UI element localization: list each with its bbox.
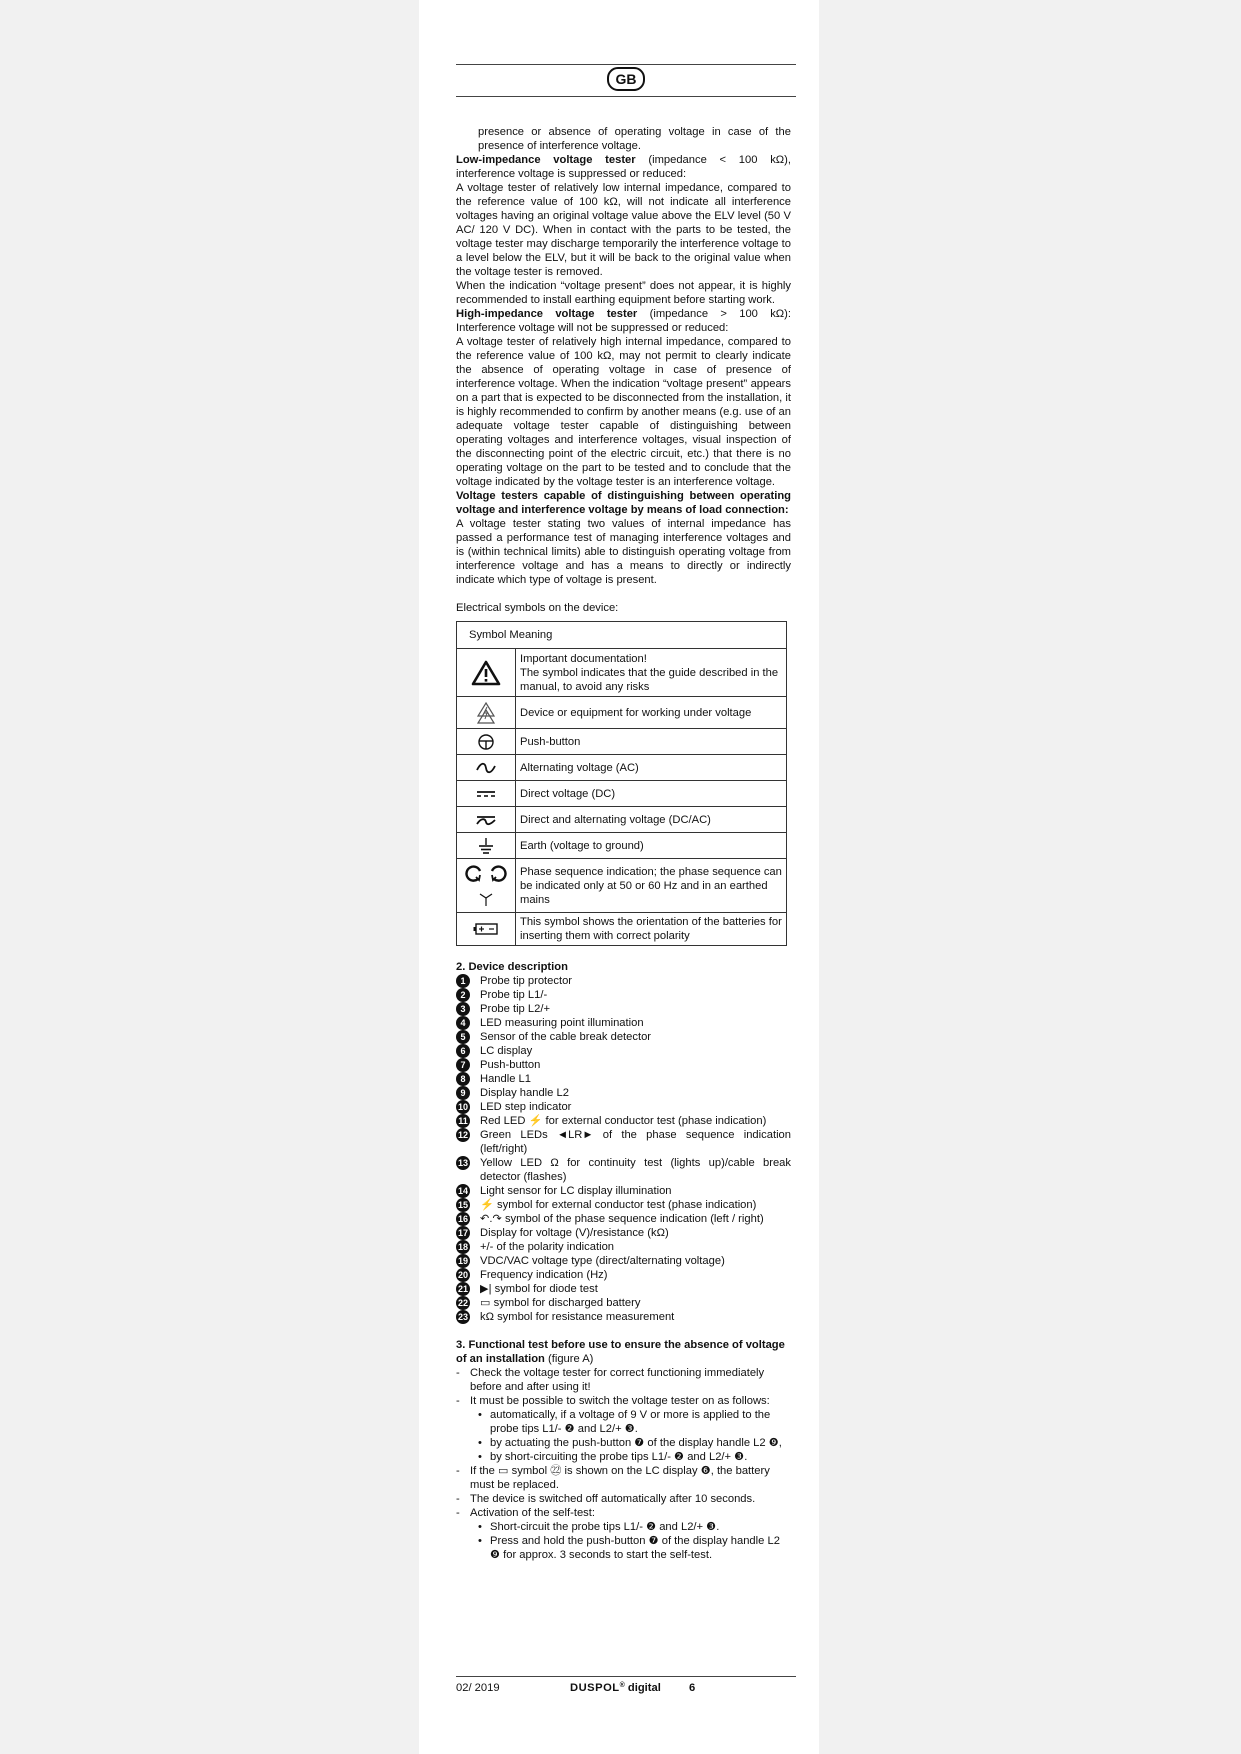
device-part-item: [456, 1254, 791, 1268]
part-label: Handle L1: [480, 1073, 532, 1085]
symbol-meaning: Direct voltage (DC): [516, 781, 787, 807]
intro-term: Voltage testers capable of distinguishing between operating voltage and interference voltage by means of load connection:: [456, 490, 791, 516]
functional-test-text: The device is switched off automatically after 10 seconds.: [470, 1493, 756, 1505]
part-label: kΩ symbol for resistance measurement: [480, 1311, 675, 1323]
functional-test-item: - The device is switched off automatically after 10 seconds.: [456, 1492, 791, 1506]
symbol-row: [457, 833, 787, 859]
part-label: ↶.↷ symbol of the phase sequence indication (left / right): [480, 1213, 764, 1225]
functional-test-text: If the ▭ symbol ㉒ is shown on the LC display ❻, the battery must be replaced.: [470, 1465, 770, 1491]
device-part-item: [456, 1002, 791, 1016]
functional-test-item: - Activation of the self-test:: [456, 1506, 791, 1520]
part-number-badge: 8: [456, 1072, 470, 1086]
intro-term: Low-impedance voltage tester: [456, 154, 636, 166]
symbol-row: [457, 913, 787, 946]
part-label: +/- of the polarity indication: [480, 1241, 615, 1253]
device-part-item: [456, 1268, 791, 1282]
functional-test-item: - Check the voltage tester for correct functioning immediately before and after using it!: [456, 1366, 791, 1394]
earth-icon: [457, 833, 516, 859]
page-number: 6: [689, 1682, 696, 1694]
symbol-meaning: Device or equipment for working under voltage: [516, 697, 787, 729]
intro-paragraph: presence or absence of operating voltage in case of the presence of interference voltage.: [478, 126, 791, 152]
intro-paragraph: A voltage tester stating two values of internal impedance has passed a performance test of managing interference voltages and is (within technical limits) able to distinguish operating voltage from interference voltage and has a means to directly or indirectly indicate which type of voltage is present.: [456, 518, 791, 586]
device-part-item: [456, 1226, 791, 1240]
part-number-badge: 1: [456, 974, 470, 988]
warning-triangle-icon: [457, 649, 516, 697]
brand-suffix: digital: [627, 1682, 661, 1694]
page-content: [456, 125, 791, 1562]
header-rule-top: [456, 64, 796, 65]
part-label: Yellow LED Ω for continuity test (lights up)/cable break detector (flashes): [480, 1157, 791, 1183]
symbol-row: [457, 781, 787, 807]
part-label: Frequency indication (Hz): [480, 1269, 608, 1281]
device-part-item: [456, 1044, 791, 1058]
functional-test-item: - If the ▭ symbol ㉒ is shown on the LC display ❻, the battery must be replaced.: [456, 1464, 791, 1492]
header-rule-bottom: [456, 96, 796, 97]
device-part-item: [456, 1072, 791, 1086]
intro-paragraph: A voltage tester of relatively low internal impedance, compared to the reference value of 100 kΩ, will not indicate all interference voltages having an original voltage value above the ELV level (50 V AC/ 120 V DC). When in contact with the parts to be tested, the voltage tester may discharge temporarily the interference voltage to a level below the ELV, but it will be back to the original value when the voltage tester is removed.: [456, 182, 791, 278]
device-description-list: [456, 974, 791, 1324]
intro-paragraph: When the indication “voltage present” does not appear, it is highly recommended to install earthing equipment before starting work.: [456, 280, 791, 306]
device-part-item: [456, 1128, 791, 1156]
functional-test-text: Press and hold the push-button ❼ of the display handle L2 ❾ for approx. 3 seconds to start the self-test.: [490, 1535, 780, 1561]
functional-test-bullet: • Short-circuit the probe tips L1/- ❷ and L2/+ ❸.: [456, 1520, 791, 1534]
part-label: LED measuring point illumination: [480, 1017, 644, 1029]
part-label: Push-button: [480, 1059, 541, 1071]
part-label: LC display: [480, 1045, 533, 1057]
part-number-badge: 10: [457, 1102, 468, 1112]
symbol-row: [457, 697, 787, 729]
battery-icon: [457, 913, 516, 946]
intro-paragraph: High-impedance voltage tester (impedance > 100 kΩ): Interference voltage will not be suppressed or reduced:: [456, 308, 791, 334]
part-number-badge: 6: [456, 1044, 470, 1058]
device-description-title: 2. Device description: [456, 961, 568, 973]
symbol-meaning: Important documentation! The symbol indicates that the guide described in the manual, to avoid any risks: [516, 649, 787, 697]
footer-rule: [456, 1676, 796, 1677]
part-number-badge: 19: [457, 1256, 468, 1266]
device-part-item: [456, 974, 791, 988]
functional-test-bullet: • automatically, if a voltage of 9 V or more is applied to the probe tips L1/- ❷ and L2/+ ❸.: [456, 1408, 791, 1436]
functional-test-bullet: • by actuating the push-button ❼ of the display handle L2 ❾,: [456, 1436, 791, 1450]
device-part-item: [456, 1058, 791, 1072]
symbol-meaning: This symbol shows the orientation of the batteries for inserting them with correct polarity: [516, 913, 787, 946]
symbol-row: [457, 859, 787, 913]
symbol-row: [457, 755, 787, 781]
dc-icon: [457, 781, 516, 807]
device-part-item: [456, 1114, 791, 1128]
part-label: Display handle L2: [480, 1087, 569, 1099]
part-number-badge: 7: [456, 1058, 470, 1072]
language-badge: GB: [607, 67, 645, 91]
part-number-badge: 18: [457, 1242, 468, 1252]
part-label: Probe tip L1/-: [480, 989, 548, 1001]
device-part-item: [456, 1296, 791, 1310]
part-number-badge: 13: [457, 1158, 468, 1168]
intro-paragraph: Low-impedance voltage tester (impedance < 100 kΩ), interference voltage is suppressed or reduced:: [456, 154, 791, 180]
part-number-badge: 9: [456, 1086, 470, 1100]
part-number-badge: 3: [456, 1002, 470, 1016]
device-part-item: [456, 1086, 791, 1100]
part-number-badge: 14: [457, 1186, 468, 1196]
device-part-item: [456, 1310, 791, 1324]
symbol-row: [457, 649, 787, 697]
symbols-table-header: [457, 622, 787, 649]
part-label: ▭ symbol for discharged battery: [480, 1297, 641, 1309]
part-number-badge: 16: [457, 1214, 468, 1224]
symbols-intro: Electrical symbols on the device:: [456, 602, 619, 614]
live-work-icon: [457, 697, 516, 729]
part-label: Red LED ⚡ for external conductor test (phase indication): [480, 1115, 767, 1127]
part-label: LED step indicator: [480, 1101, 572, 1113]
functional-test-text: by short-circuiting the probe tips L1/- ❷ and L2/+ ❸.: [490, 1451, 748, 1463]
functional-test-text: It must be possible to switch the voltage tester on as follows:: [470, 1395, 770, 1407]
part-label: Sensor of the cable break detector: [480, 1031, 652, 1043]
intro-section: [456, 125, 791, 587]
device-part-item: [456, 988, 791, 1002]
symbols-table-header-cell: Symbol Meaning: [457, 622, 787, 649]
device-part-item: [456, 1198, 791, 1212]
part-number-badge: 17: [457, 1228, 468, 1238]
part-label: Green LEDs ◄LR► of the phase sequence indication (left/right): [480, 1129, 791, 1155]
part-label: ▶| symbol for diode test: [480, 1283, 598, 1295]
functional-test-bullet: • Press and hold the push-button ❼ of the display handle L2 ❾ for approx. 3 seconds to start the self-test.: [456, 1534, 791, 1562]
device-part-item: [456, 1184, 791, 1198]
device-part-item: [456, 1100, 791, 1114]
part-label: Light sensor for LC display illumination: [480, 1185, 672, 1197]
functional-test-item: - It must be possible to switch the voltage tester on as follows:: [456, 1394, 791, 1408]
footer-brand: DUSPOL® digital: [570, 1682, 661, 1694]
symbol-meaning: Earth (voltage to ground): [516, 833, 787, 859]
ac-icon: [457, 755, 516, 781]
part-number-badge: 4: [456, 1016, 470, 1030]
symbol-row: [457, 729, 787, 755]
part-label: Probe tip L2/+: [480, 1003, 550, 1015]
phase-sequence-icon: [457, 859, 516, 913]
functional-test-title: [456, 1338, 791, 1366]
part-label: Probe tip protector: [480, 975, 573, 987]
functional-test-text: Short-circuit the probe tips L1/- ❷ and L2/+ ❸.: [490, 1521, 720, 1533]
device-part-item: [456, 1030, 791, 1044]
part-number-badge: 5: [456, 1030, 470, 1044]
device-part-item: [456, 1156, 791, 1184]
functional-test-text: automatically, if a voltage of 9 V or more is applied to the probe tips L1/- ❷ and L2/+ ❸.: [490, 1409, 771, 1435]
device-part-item: [456, 1282, 791, 1296]
functional-test-text: Activation of the self-test:: [470, 1507, 595, 1519]
intro-paragraph: A voltage tester of relatively high internal impedance, compared to the reference value of 100 kΩ, may not permit to clearly indicate the absence of operating voltage in case of presence of interference voltage. When the indication “voltage present” appears on a part that is expected to be disconnected from the installation, it is highly recommended to confirm by another means (e.g. use of an adequate voltage tester capable of distinguishing between operating voltages and interference voltages, visual inspection of the disconnecting point of the electric circuit, etc.) that there is no operating voltage on the part to be tested and to conclude that the voltage indicated by the voltage tester is an interference voltage.: [456, 336, 791, 488]
symbol-row: [457, 807, 787, 833]
symbol-meaning: Push-button: [516, 729, 787, 755]
part-label: ⚡ symbol for external conductor test (phase indication): [480, 1199, 757, 1211]
symbols-table: [456, 621, 787, 946]
intro-term: High-impedance voltage tester: [456, 308, 638, 320]
part-number-badge: 23: [457, 1312, 468, 1322]
device-part-item: [456, 1016, 791, 1030]
part-number-badge: 20: [457, 1270, 468, 1280]
footer-date: 02/ 2019: [456, 1682, 500, 1694]
part-number-badge: 11: [456, 1114, 470, 1128]
part-number-badge: 21: [457, 1284, 468, 1294]
part-number-badge: 15: [457, 1200, 468, 1210]
functional-test-text: Check the voltage tester for correct functioning immediately before and after using it!: [470, 1367, 765, 1393]
part-number-badge: 2: [456, 988, 470, 1002]
symbol-meaning: Alternating voltage (AC): [516, 755, 787, 781]
functional-test-bullet: • by short-circuiting the probe tips L1/- ❷ and L2/+ ❸.: [456, 1450, 791, 1464]
part-number-badge: 12: [457, 1130, 468, 1140]
intro-paragraph: [456, 489, 791, 517]
part-label: Display for voltage (V)/resistance (kΩ): [480, 1227, 669, 1239]
brand-name: DUSPOL: [570, 1682, 620, 1694]
symbol-meaning: Direct and alternating voltage (DC/AC): [516, 807, 787, 833]
functional-test-text: by actuating the push-button ❼ of the display handle L2 ❾,: [490, 1437, 782, 1449]
push-button-icon: [457, 729, 516, 755]
part-label: VDC/VAC voltage type (direct/alternating voltage): [480, 1255, 725, 1267]
part-number-badge: 22: [457, 1298, 468, 1308]
symbol-meaning: Phase sequence indication; the phase sequence can be indicated only at 50 or 60 Hz and in an earthed mains: [516, 859, 787, 913]
functional-test-heading: 3. Functional test before use to ensure the absence of voltage of an installation (figure A): [456, 1339, 785, 1365]
dc-ac-icon: [457, 807, 516, 833]
device-part-item: [456, 1240, 791, 1254]
device-part-item: [456, 1212, 791, 1226]
